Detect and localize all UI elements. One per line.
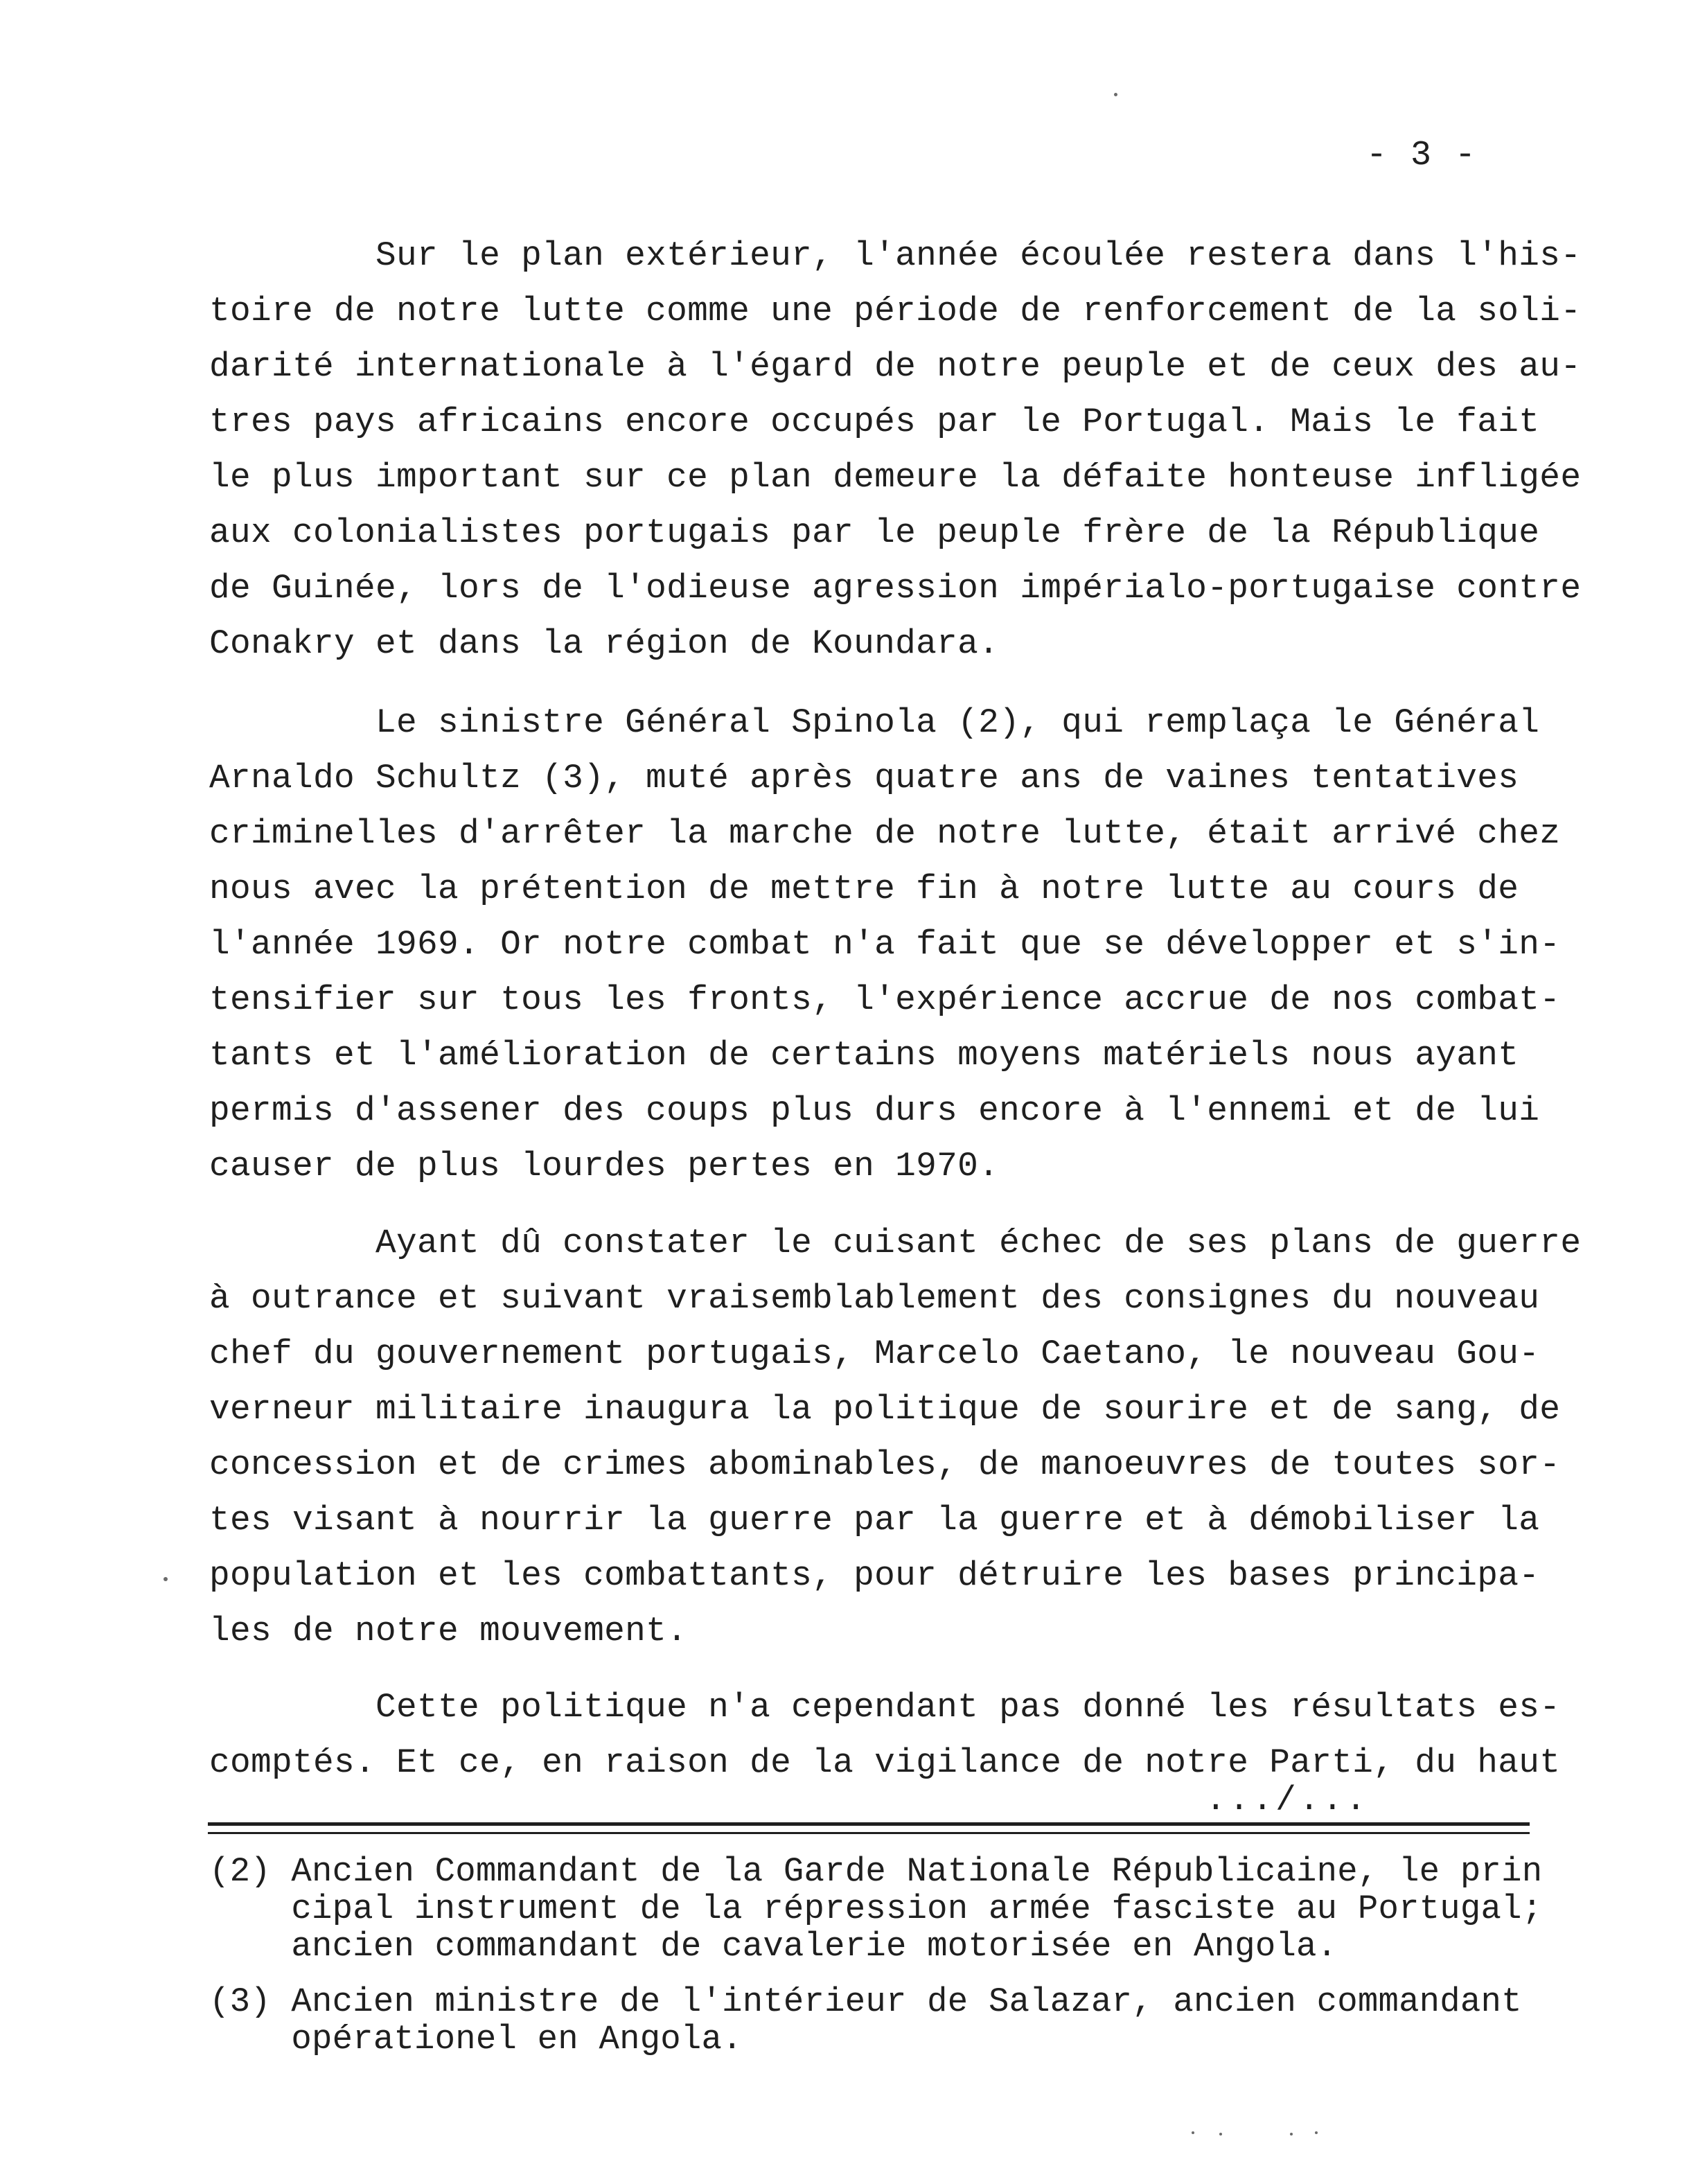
footnote-3 bbox=[209, 1983, 1522, 2058]
footnote-line: (2) Ancien Commandant de la Garde Nationale Républicaine, le prin bbox=[209, 1852, 1543, 1891]
footnote-line: (3) Ancien ministre de l'intérieur de Salazar, ancien commandant bbox=[209, 1982, 1522, 2021]
scan-speck bbox=[1290, 2133, 1293, 2135]
scan-speck bbox=[163, 1577, 168, 1581]
scan-speck bbox=[1219, 2133, 1222, 2135]
footnote-divider-thin bbox=[208, 1832, 1530, 1834]
text-line: les de notre mouvement. bbox=[209, 1612, 688, 1650]
text-line: de Guinée, lors de l'odieuse agression impérialo-portugaise contre bbox=[209, 569, 1582, 608]
paragraph-3 bbox=[209, 1215, 1581, 1659]
page-number: - 3 - bbox=[1366, 136, 1478, 175]
scan-speck bbox=[1192, 2131, 1194, 2134]
text-line: aux colonialistes portugais par le peuple frère de la République bbox=[209, 513, 1540, 552]
text-line: verneur militaire inaugura la politique de sourire et de sang, de bbox=[209, 1390, 1561, 1429]
text-line: tensifier sur tous les fronts, l'expérience accrue de nos combat- bbox=[209, 980, 1561, 1019]
text-line: toire de notre lutte comme une période de renforcement de la soli- bbox=[209, 292, 1582, 331]
text-line: Arnaldo Schultz (3), muté après quatre ans de vaines tentatives bbox=[209, 759, 1519, 798]
text-line: Sur le plan extérieur, l'année écoulée restera dans l'his- bbox=[209, 236, 1582, 275]
scan-speck bbox=[1315, 2131, 1318, 2134]
text-line: chef du gouvernement portugais, Marcelo Caetano, le nouveau Gou- bbox=[209, 1335, 1540, 1373]
scan-speck bbox=[1114, 93, 1117, 96]
footnote-line: ancien commandant de cavalerie motorisée en Angola. bbox=[209, 1927, 1338, 1966]
footnote-divider bbox=[208, 1822, 1530, 1826]
text-line: Ayant dû constater le cuisant échec de ses plans de guerre bbox=[209, 1224, 1582, 1262]
text-line: causer de plus lourdes pertes en 1970. bbox=[209, 1147, 1000, 1186]
footnote-line: opérationel en Angola. bbox=[209, 2020, 743, 2059]
paragraph-1 bbox=[209, 228, 1581, 671]
text-line: permis d'assener des coups plus durs encore à l'ennemi et de lui bbox=[209, 1091, 1540, 1130]
text-line: l'année 1969. Or notre combat n'a fait que se développer et s'in- bbox=[209, 925, 1561, 964]
text-line: Cette politique n'a cependant pas donné les résultats es- bbox=[209, 1688, 1561, 1727]
text-line: comptés. Et ce, en raison de la vigilance de notre Parti, du haut bbox=[209, 1743, 1561, 1782]
text-line: le plus important sur ce plan demeure la défaite honteuse infligée bbox=[209, 458, 1582, 497]
text-line: criminelles d'arrêter la marche de notre lutte, était arrivé chez bbox=[209, 814, 1561, 853]
text-line: tes visant à nourrir la guerre par la guerre et à démobiliser la bbox=[209, 1501, 1540, 1540]
text-line: tants et l'amélioration de certains moyens matériels nous ayant bbox=[209, 1036, 1519, 1075]
paragraph-2 bbox=[209, 695, 1560, 1194]
text-line: à outrance et suivant vraisemblablement des consignes du nouveau bbox=[209, 1279, 1540, 1318]
text-line: Le sinistre Général Spinola (2), qui remplaça le Général bbox=[209, 703, 1540, 742]
text-line: tres pays africains encore occupés par le Portugal. Mais le fait bbox=[209, 403, 1540, 441]
text-line: population et les combattants, pour détruire les bases principa- bbox=[209, 1556, 1540, 1595]
text-line: nous avec la prétention de mettre fin à notre lutte au cours de bbox=[209, 870, 1519, 908]
text-line: Conakry et dans la région de Koundara. bbox=[209, 624, 1000, 663]
text-line: darité internationale à l'égard de notre peuple et de ceux des au- bbox=[209, 347, 1582, 386]
text-line: concession et de crimes abominables, de manoeuvres de toutes sor- bbox=[209, 1445, 1561, 1484]
footnote-line: cipal instrument de la répression armée fasciste au Portugal; bbox=[209, 1890, 1543, 1928]
footnote-2 bbox=[209, 1853, 1542, 1965]
paragraph-4 bbox=[209, 1680, 1560, 1790]
continuation-mark: .../... bbox=[1205, 1781, 1369, 1820]
